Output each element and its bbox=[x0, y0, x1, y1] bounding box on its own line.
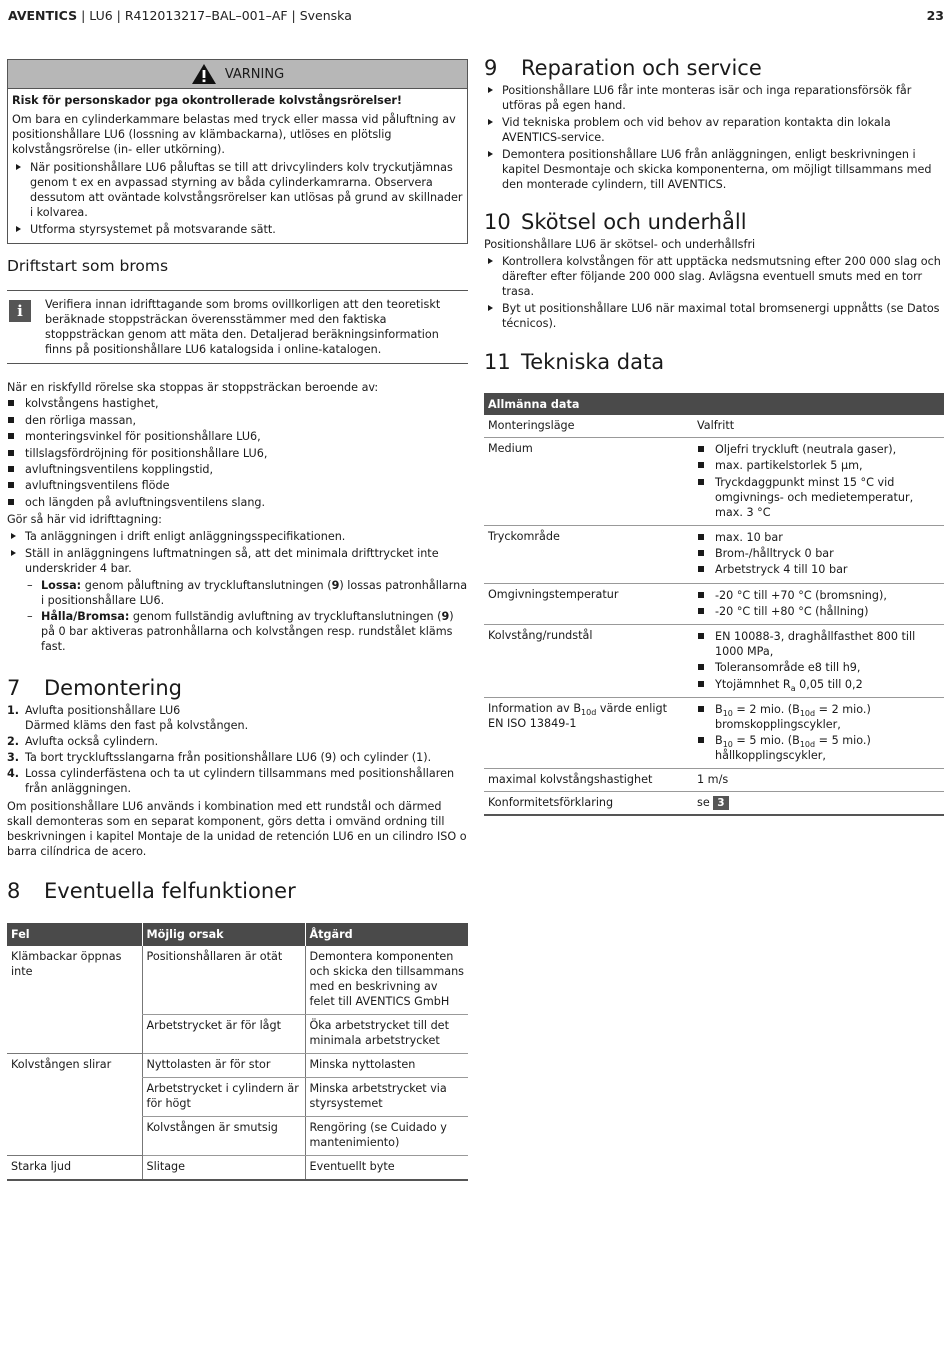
table-row bbox=[7, 1054, 468, 1078]
factors-list bbox=[7, 396, 468, 509]
table-cell: Nyttolasten är för stor bbox=[142, 1054, 305, 1078]
substep-label: Lossa: bbox=[41, 578, 82, 592]
step-text: Avlufta också cylindern. bbox=[25, 734, 159, 748]
value-list bbox=[697, 530, 940, 577]
list-item bbox=[697, 733, 940, 763]
reference-badge: 3 bbox=[713, 796, 728, 810]
value-text: B bbox=[715, 734, 723, 748]
doc-id: | LU6 | R412013217–BAL–001–AF | Svenska bbox=[77, 8, 352, 23]
list-item: Utforma styrsystemet på motsvarande sätt. bbox=[12, 222, 463, 237]
section-10-heading bbox=[484, 209, 944, 235]
value-text: hållkopplingscykler, bbox=[715, 749, 826, 763]
demontering-steps bbox=[7, 703, 468, 797]
table-cell bbox=[484, 697, 693, 769]
step-number: 3. bbox=[7, 751, 20, 765]
section-number: 11 bbox=[484, 350, 511, 374]
list-item bbox=[697, 702, 940, 732]
driftstart-heading: Driftstart som broms bbox=[7, 257, 169, 275]
left-column bbox=[7, 59, 468, 1181]
table-row bbox=[484, 792, 944, 816]
table-row bbox=[484, 769, 944, 792]
section-number: 7 bbox=[7, 675, 21, 700]
service-list bbox=[484, 83, 944, 192]
page-number: 23 bbox=[926, 8, 944, 23]
table-cell: maximal kolvstångshastighet bbox=[484, 769, 693, 792]
table-row bbox=[484, 525, 944, 583]
tech-data-table bbox=[484, 393, 944, 816]
table-cell: Kolvstång/rundstål bbox=[484, 625, 693, 698]
section-number: 9 bbox=[484, 56, 498, 80]
subscript: 10d bbox=[799, 740, 816, 750]
list-item: Toleransområde e8 till h9, bbox=[697, 660, 940, 675]
table-cell bbox=[693, 792, 944, 816]
section-number: 10 bbox=[484, 210, 511, 234]
table-cell bbox=[693, 583, 944, 625]
steps-list bbox=[7, 529, 468, 576]
table-cell: Positionshållaren är otät bbox=[142, 946, 305, 1015]
section-title: Demontering bbox=[44, 675, 182, 700]
table-cell: Arbetstrycket är för lågt bbox=[142, 1015, 305, 1054]
step-text: Lossa cylinderfästena och ta ut cylindern tillsammans med positionshållaren från anläggningen. bbox=[25, 767, 455, 796]
list-item: EN 10088-3, draghållfasthet 800 till 1000 MPa, bbox=[697, 629, 940, 659]
column-header: Åtgärd bbox=[305, 923, 468, 946]
table-row bbox=[484, 583, 944, 625]
step-text: Ta bort tryckluftsslangarna från positionshållare LU6 (9) och cylinder (1). bbox=[25, 751, 432, 765]
table-header: Allmänna data bbox=[484, 393, 944, 415]
list-item: Oljefri tryckluft (neutrala gaser), bbox=[697, 442, 940, 457]
list-item: kolvstångens hastighet, bbox=[7, 396, 468, 411]
section-title: Skötsel och underhåll bbox=[521, 210, 747, 234]
step-result: Därmed kläms den fast på kolvstången. bbox=[25, 718, 249, 732]
table-cell: Eventuellt byte bbox=[305, 1156, 468, 1181]
table-cell: Omgivningstemperatur bbox=[484, 583, 693, 625]
table-cell: Minska arbetstrycket via styrsystemet bbox=[305, 1078, 468, 1117]
substep-label: Hålla/Bromsa: bbox=[41, 609, 130, 623]
table-cell: Klämbackar öppnas inte bbox=[7, 946, 142, 1054]
key-text: Information av B bbox=[488, 701, 582, 715]
column-header: Möjlig orsak bbox=[142, 923, 305, 946]
substep-text: ) på 0 bar aktiveras patronhållarna och kolvstången resp. rundstålet kläms fast. bbox=[41, 609, 454, 653]
value-text: B bbox=[715, 703, 723, 716]
table-cell: Starka ljud bbox=[11, 1160, 72, 1174]
warning-triangle-icon bbox=[191, 63, 217, 85]
list-item: Kontrollera kolvstången för att upptäcka nedsmutsning efter 200 000 slag och därefter efter följande 200 000 slag. Avlägsna eventuell smuts med en torr trasa. bbox=[484, 254, 944, 299]
list-item: Brom-/hålltryck 0 bar bbox=[697, 546, 940, 561]
brand-name: AVENTICS bbox=[8, 8, 78, 23]
list-item bbox=[697, 677, 940, 692]
list-item bbox=[7, 578, 468, 608]
section-title: Eventuella felfunktioner bbox=[44, 879, 296, 904]
ref-number: 9 bbox=[441, 609, 450, 623]
list-item: Vid tekniska problem och vid behov av reparation kontakta din lokala AVENTICS-service. bbox=[484, 115, 944, 145]
list-item bbox=[7, 766, 468, 796]
substep-text: genom påluftning av tryckluftanslutningen ( bbox=[81, 578, 332, 592]
list-item: monteringsvinkel för positionshållare LU6, bbox=[7, 429, 468, 444]
section-title: Tekniska data bbox=[521, 350, 665, 374]
list-item: Ställ in anläggningens luftmatningen så, att det minimala drifttrycket inte underskrider 4 bar. bbox=[7, 546, 468, 576]
section-title: Reparation och service bbox=[521, 56, 762, 80]
value-text: Ytojämnhet R bbox=[715, 677, 791, 691]
table-cell: Konformitetsförklaring bbox=[488, 796, 614, 810]
right-column bbox=[484, 56, 944, 816]
list-item: den rörliga massan, bbox=[7, 413, 468, 428]
list-item: Demontera positionshållare LU6 från anläggningen, enligt beskrivningen i kapitel Desmontaje och skicka komponenterna, om möjligt tillsammans med den monterade cylindern, till AVENTICS. bbox=[484, 147, 944, 192]
table-cell: Tryckområde bbox=[484, 525, 693, 583]
table-cell: Arbetstrycket i cylindern är för högt bbox=[142, 1078, 305, 1117]
care-list bbox=[484, 254, 944, 331]
list-item: Byt ut positionshållare LU6 när maximal total bromsenergi uppnåtts (se Datos técnicos). bbox=[484, 301, 944, 331]
table-cell bbox=[693, 438, 944, 526]
table-row bbox=[484, 438, 944, 526]
step-number: 2. bbox=[7, 734, 20, 748]
list-item bbox=[7, 703, 468, 733]
subscript: 10 bbox=[722, 740, 733, 750]
demontering-para: Om positionshållare LU6 används i kombination med ett rundstål och därmed skall demonteras som en separat komponent, görs detta i omvänd ordning till beskrivningen i kapitel Montaje de la unidad de retención LU6 en un cilindro ISO o barra cilíndrica de acero. bbox=[7, 800, 467, 859]
list-item: Arbetstryck 4 till 10 bar bbox=[697, 562, 940, 577]
list-item: avluftningsventilens kopplingstid, bbox=[7, 462, 468, 477]
table-row bbox=[484, 625, 944, 698]
table-cell: Öka arbetstrycket till det minimala arbetstrycket bbox=[305, 1015, 468, 1054]
warning-header bbox=[8, 60, 467, 89]
key-text: EN ISO 13849-1 bbox=[488, 716, 577, 730]
table-row bbox=[7, 1156, 468, 1181]
list-item: Positionshållare LU6 får inte monteras isär och inga reparationsförsök får utföras på egen hand. bbox=[484, 83, 944, 113]
substep-text: genom fullständig avluftning av tryckluftanslutningen ( bbox=[129, 609, 442, 623]
list-item: och längden på avluftningsventilens slang. bbox=[7, 495, 468, 510]
table-cell: Medium bbox=[484, 438, 693, 526]
section-11-heading bbox=[484, 349, 944, 375]
key-text: värde enligt bbox=[596, 701, 667, 715]
table-cell bbox=[693, 525, 944, 583]
info-note bbox=[7, 290, 468, 364]
subscript: a bbox=[790, 683, 796, 693]
subscript: 10 bbox=[722, 709, 733, 719]
list-item bbox=[7, 734, 468, 749]
factors-intro: När en riskfylld rörelse ska stoppas är stoppsträckan beroende av: bbox=[7, 381, 379, 394]
list-item bbox=[7, 609, 468, 654]
substep-text: ) lossas patronhållarna i positionshållare LU6. bbox=[41, 578, 468, 607]
value-list bbox=[697, 629, 940, 691]
value-text: se bbox=[697, 796, 710, 810]
value-text: = 2 mio.) bbox=[815, 703, 871, 716]
table-cell: 1 m/s bbox=[693, 769, 944, 792]
value-list bbox=[697, 702, 940, 763]
fault-table bbox=[7, 923, 468, 1181]
list-item: -20 °C till +80 °C (hållning) bbox=[697, 604, 940, 619]
list-item: Tryckdaggpunkt minst 15 °C vid omgivnings- och medietemperatur, max. 3 °C bbox=[697, 475, 940, 520]
warning-lead: Risk för personskador pga okontrollerade kolvstångsrörelser! bbox=[12, 94, 403, 107]
table-cell bbox=[693, 625, 944, 698]
subscript: 10d bbox=[581, 708, 597, 718]
warning-box bbox=[7, 59, 468, 244]
warning-text: Om bara en cylinderkammare belastas med tryck eller massa vid påluftning av positionshållare LU6 (lossning av klämbackarna), utlöses en plötslig kolvstångsrörelse (in- eller utkörning). bbox=[12, 113, 456, 156]
table-cell: Demontera komponenten och skicka den tillsammans med en beskrivning av felet till AVENTICS GmbH bbox=[305, 946, 468, 1015]
list-item bbox=[7, 750, 468, 765]
table-cell: Kolvstången slirar bbox=[7, 1054, 142, 1156]
value-text: 0,05 till 0,2 bbox=[795, 677, 863, 691]
table-cell: Slitage bbox=[142, 1156, 305, 1181]
subscript: 10d bbox=[799, 709, 816, 719]
substeps-list bbox=[7, 578, 468, 654]
list-item: tillslagsfördröjning för positionshållare LU6, bbox=[7, 446, 468, 461]
value-text: bromskopplingscykler, bbox=[715, 718, 841, 731]
note-text: Verifiera innan idrifttagande som broms ovillkorligen att den teoretiskt beräknade stoppsträckan överensstämmer med den faktiska stoppsträckan genom att mäta den. Detaljerad beräkningsinformation finns på positionshållare LU6 katalogsida i online-katalogen. bbox=[45, 298, 441, 356]
steps-intro: Gör så här vid idrifttagning: bbox=[7, 512, 162, 526]
page-header bbox=[8, 8, 944, 28]
care-intro: Positionshållare LU6 är skötsel- och underhållsfri bbox=[484, 238, 756, 251]
list-item: Ta anläggningen i drift enligt anläggningsspecifikationen. bbox=[7, 529, 468, 544]
table-row bbox=[484, 697, 944, 769]
list-item: När positionshållare LU6 påluftas se till att drivcylinders kolv tryckutjämnas genom t ex en avpassad styrning av båda cylinderkamrarna. Observera dessutom att oväntade kolvstångsrörelser kan utlösas på grund av skillnader i kolvarea. bbox=[12, 160, 463, 220]
info-icon: i bbox=[9, 300, 31, 322]
list-item: avluftningsventilens flöde bbox=[7, 478, 468, 493]
step-number: 1. bbox=[7, 703, 20, 717]
value-list bbox=[697, 588, 940, 619]
table-cell: Rengöring (se Cuidado y mantenimiento) bbox=[305, 1117, 468, 1156]
list-item: -20 °C till +70 °C (bromsning), bbox=[697, 588, 940, 603]
step-text: Avlufta positionshållare LU6 bbox=[25, 703, 181, 717]
table-row bbox=[7, 946, 468, 1015]
section-9-heading bbox=[484, 55, 944, 81]
section-number: 8 bbox=[7, 879, 21, 904]
warning-list bbox=[12, 160, 463, 237]
column-header: Fel bbox=[7, 923, 142, 946]
step-number: 4. bbox=[7, 767, 20, 781]
list-item: max. partikelstorlek 5 µm, bbox=[697, 458, 940, 473]
list-item: max. 10 bar bbox=[697, 530, 940, 545]
table-cell: Minska nyttolasten bbox=[305, 1054, 468, 1078]
value-text: = 5 mio. (B bbox=[732, 734, 800, 748]
value-text: = 2 mio. (B bbox=[732, 703, 800, 716]
section-8-heading bbox=[7, 878, 468, 904]
table-cell: Valfritt bbox=[693, 415, 944, 438]
table-row bbox=[484, 415, 944, 438]
value-list bbox=[697, 442, 940, 519]
table-cell: Kolvstången är smutsig bbox=[142, 1117, 305, 1156]
warning-title: VARNING bbox=[224, 66, 285, 82]
ref-number: 9 bbox=[331, 578, 340, 592]
table-cell bbox=[693, 697, 944, 769]
section-7-heading bbox=[7, 675, 468, 701]
value-text: = 5 mio.) bbox=[815, 734, 871, 748]
table-cell: Monteringsläge bbox=[484, 415, 693, 438]
